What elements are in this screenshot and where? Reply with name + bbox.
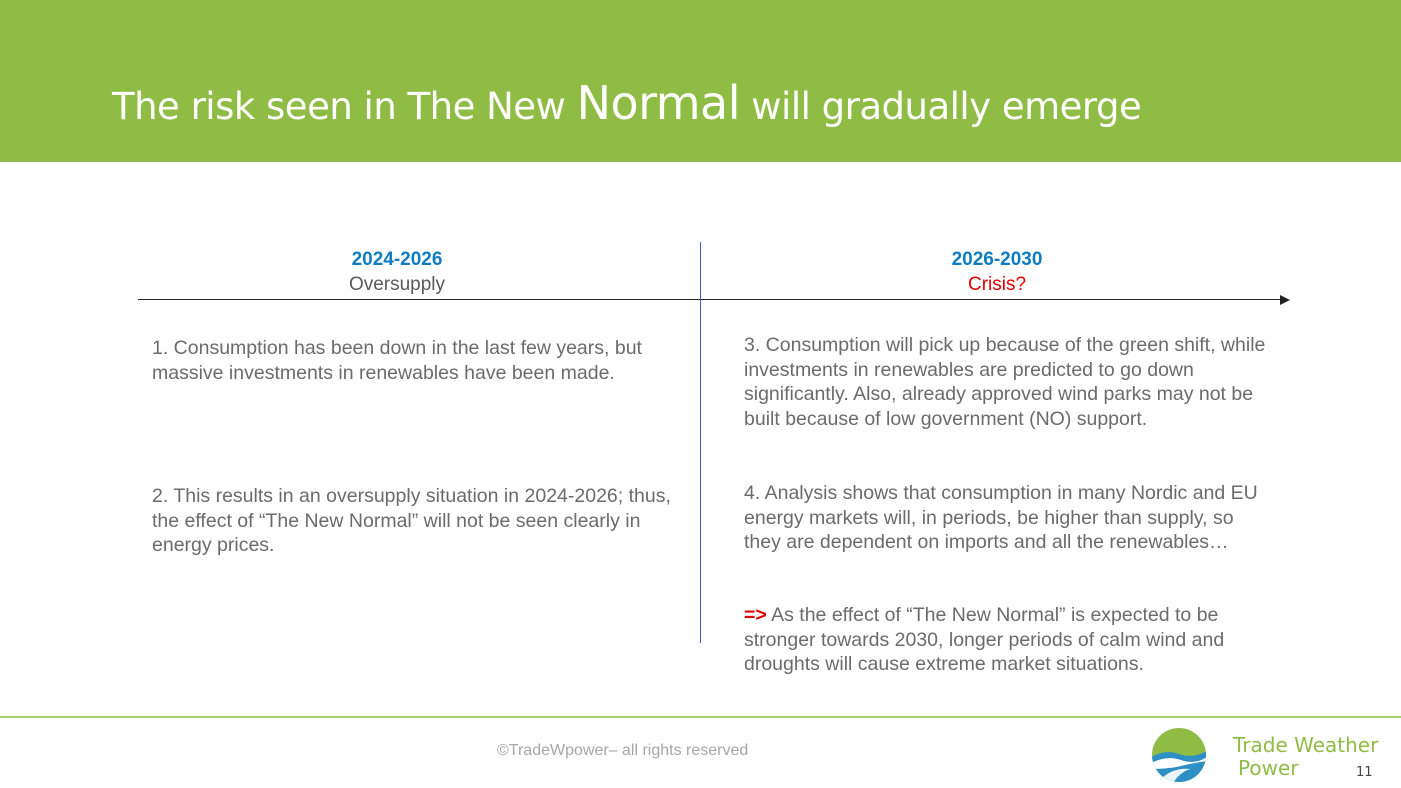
title-emphasis: Normal [576,76,741,130]
right-state-label: Crisis? [967,274,1027,295]
footer-divider [0,716,1401,718]
brand-name-line-1: Trade Weather [1233,733,1379,757]
point-3: 3. Consumption will pick up because of the green shift, while investments in renewables are predicted to go down significantly. Also, already approved wind parks may not be built because of low government (NO) support. [744,334,1266,430]
conclusion-text: As the effect of “The New Normal” is expected to be stronger towards 2030, longer periods of calm wind and droughts will cause extreme market situations. [744,604,1225,675]
title-part-1: The risk seen in The New [112,85,577,128]
timeline-arrow-icon [1280,295,1290,305]
point-2: 2. This results in an oversupply situation in 2024-2026; thus, the effect of “The New Normal” will not be seen clearly in energy prices. [152,485,671,556]
header-bar [0,0,1401,162]
left-state-label: Oversupply [348,274,446,295]
page-number: 11 [1356,765,1373,780]
right-period-heading [797,248,1197,298]
title-part-2: will gradually emerge [740,85,1142,128]
point-1: 1. Consumption has been down in the last few years, but massive investments in renewables have been made. [152,337,642,384]
copyright-notice: ©TradeWpower– all rights reserved [497,742,749,759]
left-period-label: 2024-2026 [351,249,443,270]
right-period-label: 2026-2030 [951,249,1043,270]
point-4: 4. Analysis shows that consumption in many Nordic and EU energy markets will, in periods, be higher than supply, so they are dependent on imports and all the renewables… [744,482,1258,553]
brand-name-line-2: Power [1238,756,1299,780]
timeline-axis [138,299,1282,300]
period-divider [700,242,701,643]
conclusion-point [744,603,1274,677]
slide-title [112,76,1141,130]
trade-weather-power-logo-icon [1151,727,1207,783]
conclusion-arrow-marker: => [744,604,767,626]
left-period-heading [197,248,597,298]
